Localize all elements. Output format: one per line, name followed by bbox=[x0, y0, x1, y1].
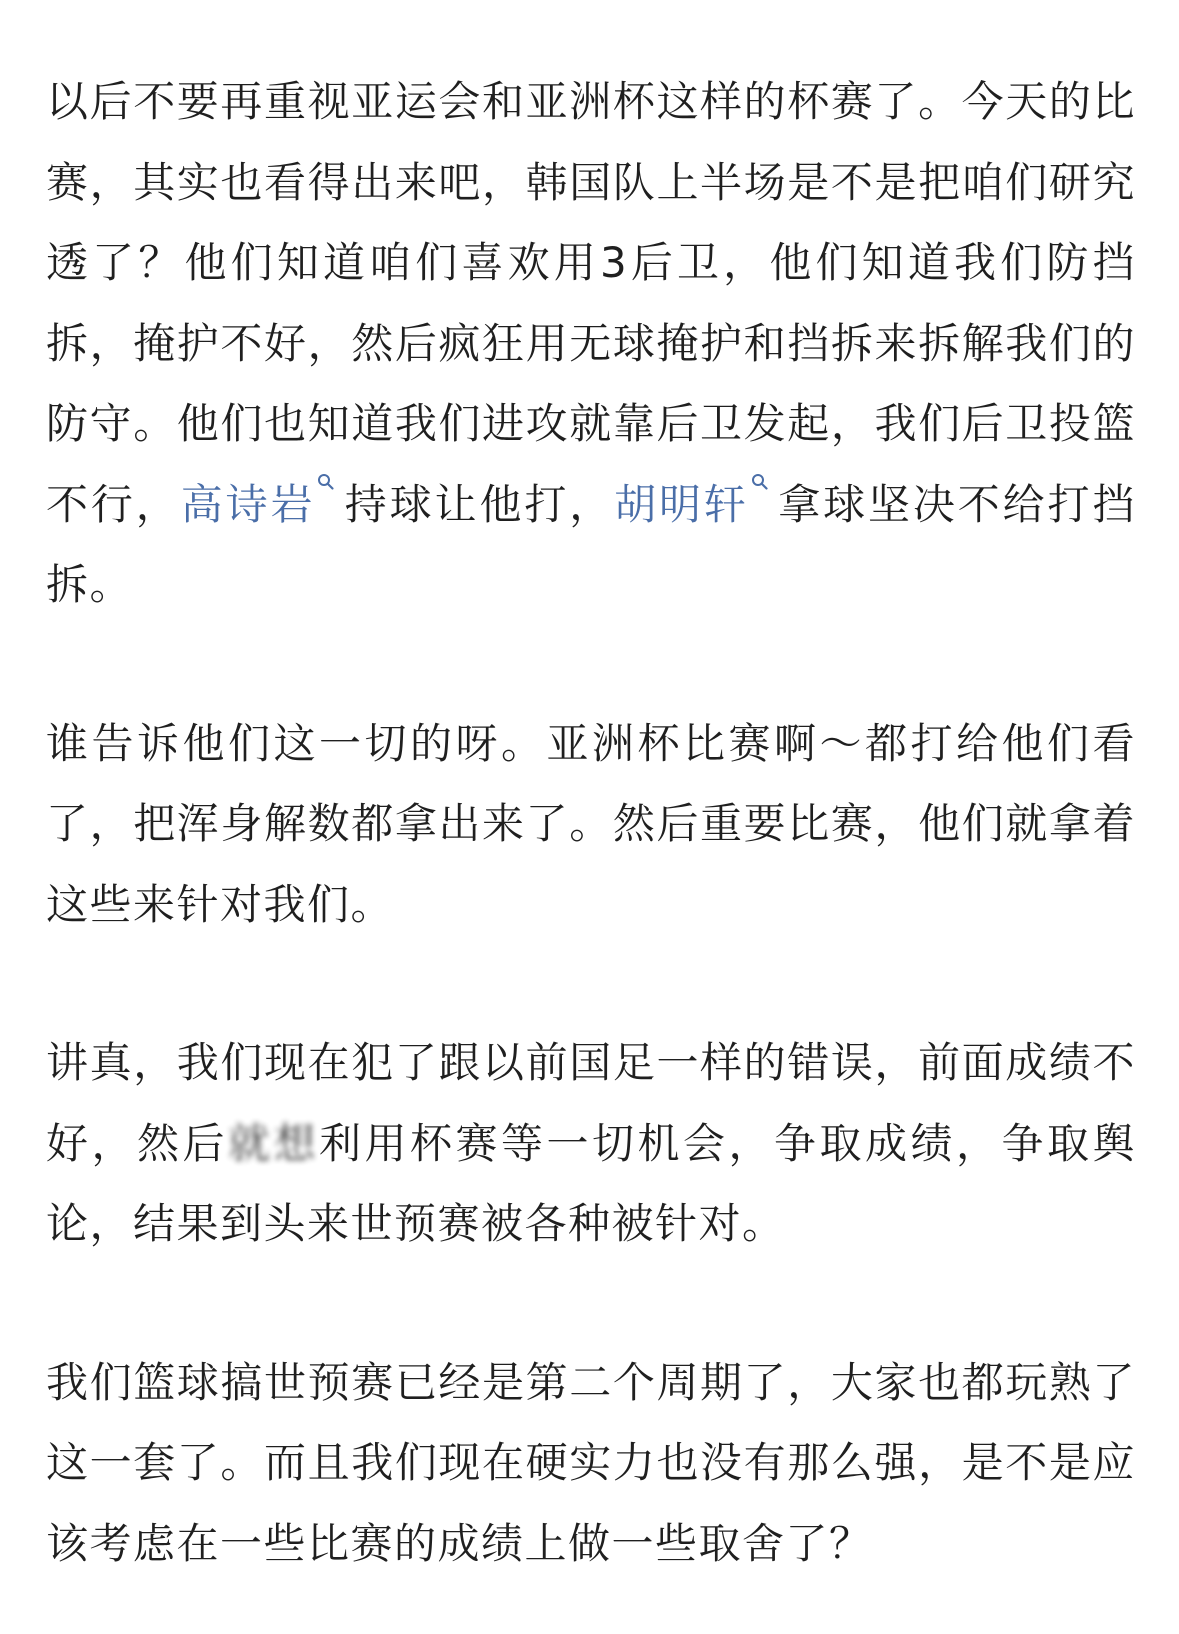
paragraph-2: 谁告诉他们这一切的呀。亚洲杯比赛啊～都打给他们看了，把浑身解数都拿出来了。然后重要比赛，他们就拿着这些来针对我们。 bbox=[46, 718, 1136, 929]
paragraph-1 bbox=[46, 62, 1136, 626]
person-link-gao-shiyan[interactable]: 高诗岩 bbox=[180, 479, 316, 529]
search-icon[interactable] bbox=[751, 465, 771, 499]
search-icon[interactable] bbox=[317, 465, 337, 499]
person-link-hu-mingxuan[interactable]: 胡明轩 bbox=[614, 479, 749, 529]
paragraph-4: 我们篮球搞世预赛已经是第二个周期了，大家也都玩熟了这一套了。而且我们现在硬实力也没有那么强，是不是应该考虑在一些比赛的成绩上做一些取舍了？ bbox=[46, 1357, 1136, 1568]
paragraph-3 bbox=[46, 1023, 1136, 1265]
paragraph-1-text-b: 持球让他打， bbox=[343, 479, 615, 529]
blurred-text: 就想 bbox=[228, 1118, 319, 1168]
paragraph-3-text-a: 讲真，我们现在犯了跟以前国足一样的错误，前面成绩不好，然后 bbox=[46, 1038, 1136, 1168]
article-body bbox=[46, 62, 1136, 1584]
paragraph-1-text-a: 以后不要再重视亚运会和亚洲杯这样的杯赛了。今天的比赛，其实也看得出来吧，韩国队上半场是不是把咱们研究透了？他们知道咱们喜欢用3后卫，他们知道我们防挡拆，掩护不好，然后疯狂用无球掩护和挡拆来拆解我们的防守。他们也知道我们进攻就靠后卫发起，我们后卫投篮不行， bbox=[46, 77, 1136, 529]
bottom-edge bbox=[0, 1612, 1179, 1634]
paragraph-3-text-b: 利用杯赛等一切机会，争取成绩，争取舆论，结果到头来世预赛被各种被针对。 bbox=[46, 1118, 1136, 1248]
paragraph-1-text-c: 拿球坚决不给打挡拆。 bbox=[46, 479, 1136, 609]
